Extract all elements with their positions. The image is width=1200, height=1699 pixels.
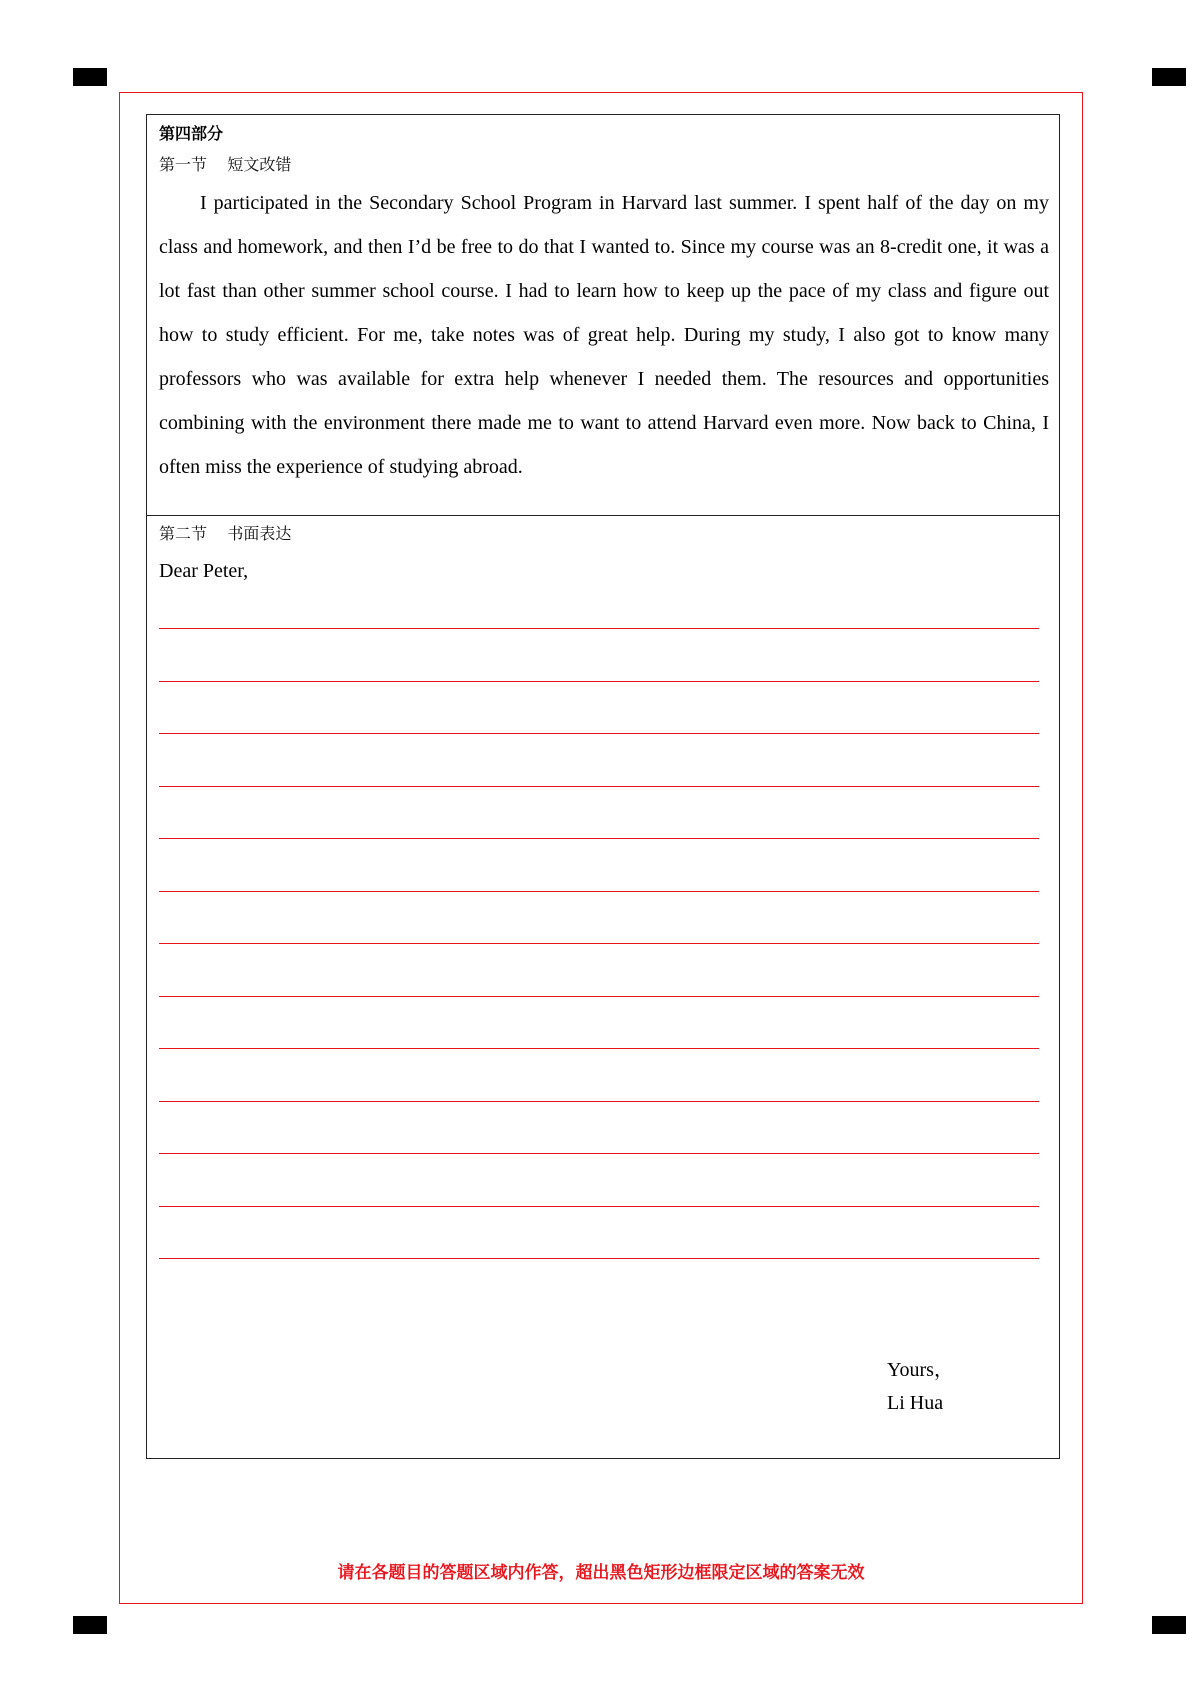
answer-line[interactable]: [159, 943, 1039, 944]
answer-line[interactable]: [159, 786, 1039, 787]
alignment-marker-bottom-right: [1152, 1616, 1186, 1634]
alignment-marker-top-right: [1152, 68, 1186, 86]
answer-line[interactable]: [159, 891, 1039, 892]
letter-signature: Li Hua: [887, 1392, 944, 1414]
answer-line[interactable]: [159, 1048, 1039, 1049]
alignment-marker-bottom-left: [73, 1616, 107, 1634]
section-1-number: 第一节: [159, 155, 208, 174]
section-1-heading: [159, 152, 291, 175]
answer-box: [146, 114, 1060, 1459]
answer-line[interactable]: [159, 733, 1039, 734]
letter-closing: Yours，: [887, 1359, 954, 1381]
answer-line[interactable]: [159, 681, 1039, 682]
answer-line[interactable]: [159, 1206, 1039, 1207]
section-2-title: 书面表达: [227, 524, 292, 543]
answer-line[interactable]: [159, 1153, 1039, 1154]
answer-line[interactable]: [159, 628, 1039, 629]
answer-line[interactable]: [159, 1101, 1039, 1102]
letter-greeting: Dear Peter,: [159, 560, 249, 582]
error-correction-passage: I participated in the Secondary School Program in Harvard last summer. I spent half of the day on my class and homework, and then I’d be free to do that I wanted to. Since my course was an 8-credit one, it was a lot fast than other summer school course. I had to learn how to keep up the pace of my class and figure out how to study efficient. For me, take notes was of great help. During my study, I also got to know many professors who was available for extra help whenever I needed them. The resources and opportunities combining with the environment there made me to want to attend Harvard even more. Now back to China, I often miss the experience of studying abroad.: [159, 192, 1049, 478]
answer-line[interactable]: [159, 1258, 1039, 1259]
answer-line[interactable]: [159, 996, 1039, 997]
section-2-number: 第二节: [159, 524, 208, 543]
section-divider: [147, 515, 1059, 516]
section-2-heading: [159, 521, 291, 544]
answer-line[interactable]: [159, 838, 1039, 839]
section-1-title: 短文改错: [227, 155, 292, 174]
alignment-marker-top-left: [73, 68, 107, 86]
part-title: 第四部分: [159, 124, 224, 143]
footer-warning-note: 请在各题目的答题区域内作答，超出黑色矩形边框限定区域的答案无效: [337, 1563, 865, 1583]
